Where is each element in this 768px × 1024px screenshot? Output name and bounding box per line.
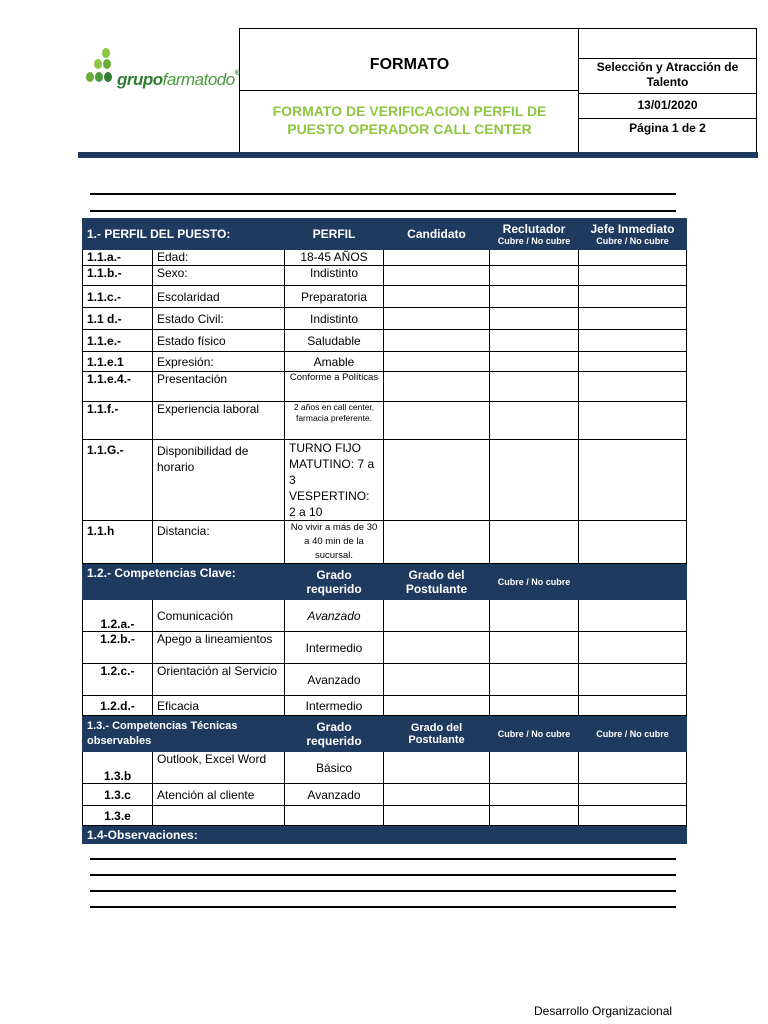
- row-code: 1.1.G.-: [83, 440, 153, 521]
- recruiter-cell[interactable]: [490, 402, 579, 440]
- row-value: Preparatoria: [285, 286, 384, 308]
- row-value: Conforme a Políticas: [285, 372, 384, 402]
- boss-cell[interactable]: [579, 308, 687, 330]
- observations-title: 1.4-Observaciones:: [83, 826, 687, 844]
- boss-cell[interactable]: [579, 266, 687, 286]
- row-code: 1.3.c: [83, 784, 153, 806]
- row-item: Distancia:: [153, 521, 285, 564]
- row-item: Eficacia: [153, 696, 285, 716]
- footer-department: Desarrollo Organizacional: [534, 1004, 673, 1018]
- recruiter-cell[interactable]: [490, 266, 579, 286]
- table-row: [83, 308, 687, 330]
- header-border: [239, 28, 757, 29]
- row-level: Avanzado: [285, 664, 384, 696]
- status-cell[interactable]: [490, 600, 579, 632]
- row-value: 2 años en call center, farmacia preferente.: [285, 402, 384, 440]
- required-col-header: Grado requerido: [285, 564, 384, 600]
- header-border: [239, 90, 579, 91]
- table-row: [83, 402, 687, 440]
- candidate-cell[interactable]: [384, 352, 490, 372]
- status-cell[interactable]: [490, 752, 579, 784]
- applicant-col-header: Grado del Postulante: [384, 716, 490, 752]
- company-logo: [84, 46, 240, 96]
- applicant-cell[interactable]: [384, 600, 490, 632]
- format-title: FORMATO: [369, 56, 450, 73]
- row-item: Comunicación: [153, 600, 285, 632]
- candidate-col-header: Candidato: [384, 219, 490, 250]
- profile-header-row: [83, 219, 687, 250]
- date-label: 13/01/2020: [637, 98, 698, 112]
- applicant-cell[interactable]: [384, 696, 490, 716]
- recruiter-col-header: Reclutador Cubre / No cubre: [490, 219, 579, 250]
- row-code: 1.1.f.-: [83, 402, 153, 440]
- key-competencies-title: 1.2.- Competencias Clave:: [83, 564, 285, 600]
- boss-cell[interactable]: [579, 250, 687, 266]
- recruiter-cell[interactable]: [490, 372, 579, 402]
- candidate-cell[interactable]: [384, 308, 490, 330]
- applicant-col-header: Grado del Postulante: [384, 564, 490, 600]
- applicant-cell[interactable]: [384, 752, 490, 784]
- boss-cell[interactable]: [579, 600, 687, 632]
- boss-cell[interactable]: [579, 440, 687, 521]
- fill-line: [90, 193, 676, 195]
- status-cell[interactable]: [490, 784, 579, 806]
- row-item: Atención al cliente: [153, 784, 285, 806]
- row-level: Avanzado: [285, 784, 384, 806]
- row-level: Intermedio: [285, 696, 384, 716]
- row-code: 1.1.c.-: [83, 286, 153, 308]
- row-item: Apego a lineamientos: [153, 632, 285, 664]
- recruiter-cell[interactable]: [490, 440, 579, 521]
- table-row: [83, 266, 687, 286]
- row-code: 1.1.e.1: [83, 352, 153, 372]
- boss-cell[interactable]: [579, 352, 687, 372]
- row-item: Edad:: [153, 250, 285, 266]
- row-level[interactable]: [285, 806, 384, 826]
- boss-cell[interactable]: [579, 330, 687, 352]
- observations-header-row: [83, 826, 687, 844]
- profile-section-title: 1.- PERFIL DEL PUESTO:: [83, 219, 285, 250]
- status-col-header: Cubre / No cubre: [490, 564, 579, 600]
- row-item: Orientación al Servicio: [153, 664, 285, 696]
- observation-line[interactable]: [90, 906, 676, 908]
- candidate-cell[interactable]: [384, 286, 490, 308]
- boss-cell[interactable]: [579, 402, 687, 440]
- row-item: Expresión:: [153, 352, 285, 372]
- candidate-cell[interactable]: [384, 266, 490, 286]
- table-row: [83, 440, 687, 521]
- header-divider: [756, 28, 757, 152]
- row-level: Intermedio: [285, 632, 384, 664]
- row-item: Sexo:: [153, 266, 285, 286]
- row-code: 1.1 d.-: [83, 308, 153, 330]
- header-border: [578, 93, 757, 94]
- row-code: 1.2.b.-: [83, 632, 153, 664]
- row-value: 18-45 AÑOS: [285, 250, 384, 266]
- status-cell[interactable]: [490, 664, 579, 696]
- table-row: [83, 696, 687, 716]
- observation-line[interactable]: [90, 858, 676, 860]
- technical-competencies-title: 1.3.- Competencias Técnicas observables: [83, 716, 285, 752]
- row-value: Amable: [285, 352, 384, 372]
- department-label: Selección y Atracción de Talento: [596, 60, 739, 89]
- row-level: Básico: [285, 752, 384, 784]
- format-subtitle: FORMATO DE VERIFICACION PERFIL DE PUESTO OPERADOR CALL CENTER: [272, 103, 547, 137]
- key-competencies-header-row: [83, 564, 687, 600]
- row-code: 1.1.a.-: [83, 250, 153, 266]
- header-border: [578, 58, 757, 59]
- row-item: Estado físico: [153, 330, 285, 352]
- candidate-cell[interactable]: [384, 372, 490, 402]
- recruiter-cell[interactable]: [490, 352, 579, 372]
- table-row: [83, 806, 687, 826]
- row-item[interactable]: [153, 806, 285, 826]
- candidate-cell[interactable]: [384, 440, 490, 521]
- status-cell[interactable]: [490, 806, 579, 826]
- table-row: [83, 521, 687, 564]
- row-value: Indistinto: [285, 308, 384, 330]
- table-row: [83, 250, 687, 266]
- boss-cell[interactable]: [579, 372, 687, 402]
- profile-col-header: PERFIL: [285, 219, 384, 250]
- boss-col-header: [579, 564, 687, 600]
- applicant-cell[interactable]: [384, 806, 490, 826]
- logo-text: grupofarmatodo®: [117, 70, 240, 89]
- row-item: Escolaridad: [153, 286, 285, 308]
- boss-col-header: Cubre / No cubre: [579, 716, 687, 752]
- row-code: 1.3.b: [83, 752, 153, 784]
- header-border: [578, 118, 757, 119]
- table-row: [83, 372, 687, 402]
- table-row: [83, 352, 687, 372]
- table-row: [83, 330, 687, 352]
- candidate-cell[interactable]: [384, 250, 490, 266]
- applicant-cell[interactable]: [384, 664, 490, 696]
- recruiter-cell[interactable]: [490, 521, 579, 564]
- boss-cell[interactable]: [579, 696, 687, 716]
- observation-line[interactable]: [90, 874, 676, 876]
- recruiter-cell[interactable]: [490, 308, 579, 330]
- recruiter-cell[interactable]: [490, 250, 579, 266]
- row-code: 1.1.h: [83, 521, 153, 564]
- applicant-cell[interactable]: [384, 632, 490, 664]
- boss-cell[interactable]: [579, 664, 687, 696]
- status-cell[interactable]: [490, 696, 579, 716]
- row-item: Estado Civil:: [153, 308, 285, 330]
- boss-cell[interactable]: [579, 806, 687, 826]
- boss-cell[interactable]: [579, 286, 687, 308]
- candidate-cell[interactable]: [384, 330, 490, 352]
- table-row: [83, 664, 687, 696]
- boss-cell[interactable]: [579, 521, 687, 564]
- candidate-cell[interactable]: [384, 402, 490, 440]
- table-row: [83, 600, 687, 632]
- recruiter-cell[interactable]: [490, 330, 579, 352]
- row-value: TURNO FIJO MATUTINO: 7 a 3 VESPERTINO: 2 a 10: [285, 440, 384, 521]
- table-row: [83, 632, 687, 664]
- logo-icon: [84, 46, 118, 94]
- row-item: Presentación: [153, 372, 285, 402]
- verification-table: [82, 218, 686, 844]
- observation-line[interactable]: [90, 890, 676, 892]
- table-row: [83, 784, 687, 806]
- candidate-cell[interactable]: [384, 521, 490, 564]
- status-cell[interactable]: [490, 632, 579, 664]
- header-bar: [78, 152, 758, 158]
- status-col-header: Cubre / No cubre: [490, 716, 579, 752]
- recruiter-cell[interactable]: [490, 286, 579, 308]
- boss-cell[interactable]: [579, 784, 687, 806]
- required-col-header: Grado requerido: [285, 716, 384, 752]
- technical-competencies-header-row: [83, 716, 687, 752]
- row-code: 1.2.c.-: [83, 664, 153, 696]
- fill-line: [90, 210, 676, 212]
- boss-cell[interactable]: [579, 632, 687, 664]
- row-value: Saludable: [285, 330, 384, 352]
- row-code: 1.1.e.4.-: [83, 372, 153, 402]
- boss-col-header: Jefe Inmediato Cubre / No cubre: [579, 219, 687, 250]
- table-row: [83, 752, 687, 784]
- row-item: Disponibilidad de horario: [153, 440, 285, 521]
- row-item: Experiencia laboral: [153, 402, 285, 440]
- row-item: Outlook, Excel Word: [153, 752, 285, 784]
- row-code: 1.1.b.-: [83, 266, 153, 286]
- row-level: Avanzado: [285, 600, 384, 632]
- row-code: 1.1.e.-: [83, 330, 153, 352]
- applicant-cell[interactable]: [384, 784, 490, 806]
- row-value: No vivir a más de 30 a 40 min de la sucursal.: [285, 521, 384, 564]
- row-value: Indistinto: [285, 266, 384, 286]
- table-row: [83, 286, 687, 308]
- row-code: 1.2.d.-: [83, 696, 153, 716]
- row-code: 1.3.e: [83, 806, 153, 826]
- row-code: 1.2.a.-: [83, 600, 153, 632]
- boss-cell[interactable]: [579, 752, 687, 784]
- page-number: Página 1 de 2: [629, 121, 706, 135]
